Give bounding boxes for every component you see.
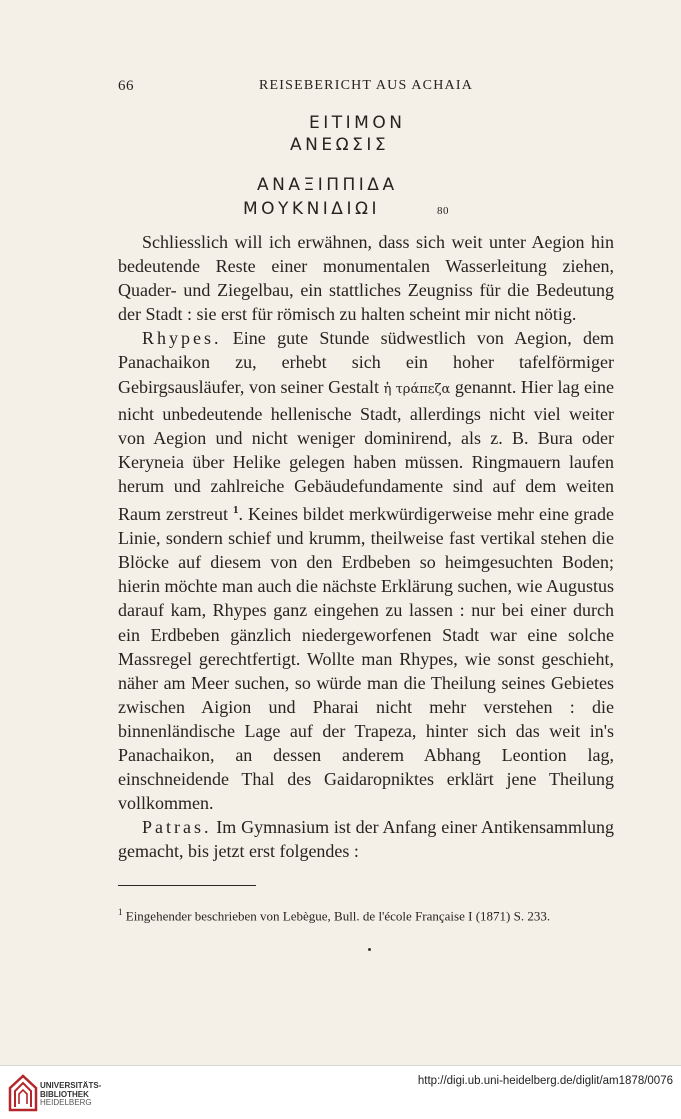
inscription-line-4: ΜΟΥΚΝΙΔΙΩΙ	[243, 199, 380, 219]
inscription-line-1: ΕΙΤΙΜΟΝ	[309, 113, 406, 133]
greek-phrase: ἡ τράπεζα	[383, 381, 451, 397]
running-title: REISEBERICHT AUS ACHAIA	[258, 78, 474, 93]
footnote	[118, 904, 614, 924]
paragraph-rhypes-text-c: . Keines bildet merkwürdigerweise mehr eine grade Linie, sondern schief und krumm, theilweise fast vertikal stehen die Blöcke auf diesem von den Erdbeben so heimgesuchten Boden; hierin möchte man auch die nächste Erklärung suchen, wie Augustus darauf kam, Rhypes ganz eingehen zu lassen : nur bei einer durch ein Erdbeben gänzlich niedergeworfenen Stadt war eine solche Massregel gerechtfertigt. Wollte man Rhypes, wie sonst geschieht, näher am Meer suchen, so würde man die Theilung seines Gebietes zwischen Aigion und Pharai nicht mehr verstehen : die binnenländische Lage auf der Trapeza, hinter sich das weit in's Panachaikon, an dessen anderem Abhang Leontion lag, einschneidende Thal des Gaidaropniktes erklärt jene Theilung vollkommen.	[118, 504, 615, 814]
paragraph-rhypes-text-a: Eine gute Stunde südwestlich von Aegion, dem Panachaikon zu, erhebt sich ein hoher tafelförmiger Gebirgsausläufer, von seiner Gestalt	[118, 328, 614, 397]
ink-speck	[368, 948, 371, 951]
paragraph-rhypes-text-b: genannt. Hier lag eine nicht unbedeutende hellenische Stadt, allerdings nicht viel weiter von Aegion und nicht weniger dominirend, als z. B. Bura oder Keryneia über Helike gelegen haben müssen. Ringmauern laufen herum und zahlreiche Gebäudefundamente sind auf dem weiten Raum zerstreut	[118, 376, 615, 525]
section-heading-rhypes: Rhypes.	[142, 328, 222, 349]
paragraph-aegion: Schliesslich will ich erwähnen, dass sich weit unter Aegion hin bedeutende Reste einer monumentalen Wasserleitung ziehen, Quader- und Ziegelbau, ein stattliches Zeugniss für die Bedeutung der Stadt : sie erst für römisch zu halten scheint mir nicht nötig.	[118, 232, 614, 325]
inscription-line-2: ΑΝΕΩΣΙΣ	[290, 135, 390, 155]
page-number: 66	[118, 78, 134, 94]
section-heading-patras: Patras.	[142, 817, 212, 838]
inscription-line-marker: 80	[437, 205, 449, 217]
library-name-line-3: HEIDELBERG	[40, 1098, 92, 1107]
footnote-text: Eingehender beschrieben von Lebègue, Bull. de l'école Française I (1871) S. 233.	[122, 908, 551, 924]
permalink[interactable]: http://digi.ub.uni-heidelberg.de/diglit/am1878/0076	[417, 1075, 673, 1087]
library-logo-icon	[8, 1074, 38, 1112]
library-name-line-2: BIBLIOTHEK	[40, 1089, 89, 1099]
inscription-line-3: ΑΝΑΞΙΠΠΙΔΑ	[257, 175, 398, 195]
footnote-divider	[118, 885, 256, 886]
running-head	[118, 78, 614, 98]
footnote-number: 1	[118, 907, 123, 917]
library-name-line-1: UNIVERSITÄTS-	[40, 1081, 102, 1090]
paragraph-rhypes	[118, 326, 614, 815]
body-text	[118, 230, 614, 863]
library-name	[40, 1082, 101, 1108]
footnote-reference[interactable]: 1	[233, 504, 239, 517]
viewer-footer	[0, 1065, 681, 1119]
paragraph-patras-text: Im Gymnasium ist der Anfang einer Antikensammlung gemacht, bis jetzt erst folgendes :	[118, 817, 614, 862]
paragraph-patras	[118, 815, 614, 863]
